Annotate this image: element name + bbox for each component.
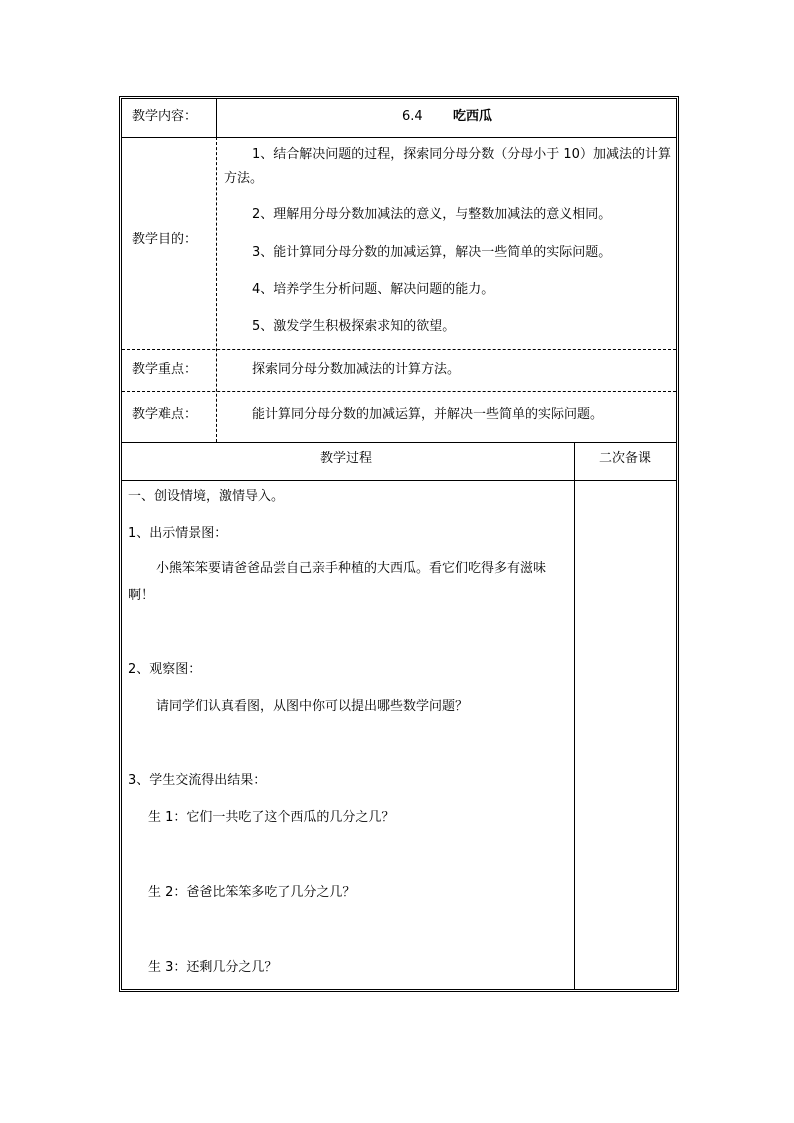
label-column-divider-dashed [216, 137, 217, 442]
lesson-plan-table [119, 96, 679, 992]
answer-2: 生 2：爸爸比笨笨多吃了几分之几？ [148, 885, 356, 900]
notes-header: 二次备课 [599, 451, 652, 466]
objective-item-4: 4、培养学生分析问题、解决问题的能力。 [252, 282, 495, 297]
step-2-text: 请同学们认真看图，从图中你可以提出哪些数学问题？ [156, 699, 469, 714]
difficulty-label: 教学难点： [132, 407, 198, 422]
answer-1: 生 1：它们一共吃了这个西瓜的几分之几？ [148, 810, 395, 825]
lesson-title: 吃西瓜 [453, 109, 493, 124]
objective-item-5: 5、激发学生积极探索求知的欲望。 [252, 319, 456, 334]
key-point-label: 教学重点： [132, 362, 198, 377]
step-1-heading: 1、出示情景图： [128, 526, 228, 541]
notes-column-divider [574, 442, 575, 989]
row-divider-process-header [122, 480, 676, 481]
objective-item-2: 2、理解用分母分数加减法的意义，与整数加减法的意义相同。 [252, 207, 612, 222]
step-2-heading: 2、观察图： [128, 662, 202, 677]
answer-3: 生 3：还剩几分之几？ [148, 960, 278, 975]
lesson-number: 6.4 [402, 109, 423, 124]
section-1-heading: 一、创设情境，激情导入。 [128, 489, 285, 504]
objective-item-1: 1、结合解决问题的过程，探索同分母分数（分母小于 10）加减法的计算方法。 [224, 147, 671, 186]
difficulty-text: 能计算同分母分数的加减运算，并解决一些简单的实际问题。 [252, 407, 604, 422]
step-3-heading: 3、学生交流得出结果： [128, 773, 267, 788]
content-label: 教学内容： [132, 109, 198, 124]
row-divider-objectives [122, 349, 676, 350]
process-header: 教学过程 [320, 451, 373, 466]
objectives-label: 教学目的： [132, 232, 198, 247]
row-divider-difficulty [122, 442, 676, 443]
objective-item-3: 3、能计算同分母分数的加减运算，解决一些简单的实际问题。 [252, 245, 612, 260]
row-divider-key-point [122, 391, 676, 392]
row-divider-header [122, 137, 676, 138]
step-1-text: 小熊笨笨要请爸爸品尝自己亲手种植的大西瓜。看它们吃得多有滋味啊！ [128, 561, 547, 603]
key-point-text: 探索同分母分数加减法的计算方法。 [252, 362, 461, 377]
label-column-divider [216, 99, 217, 137]
